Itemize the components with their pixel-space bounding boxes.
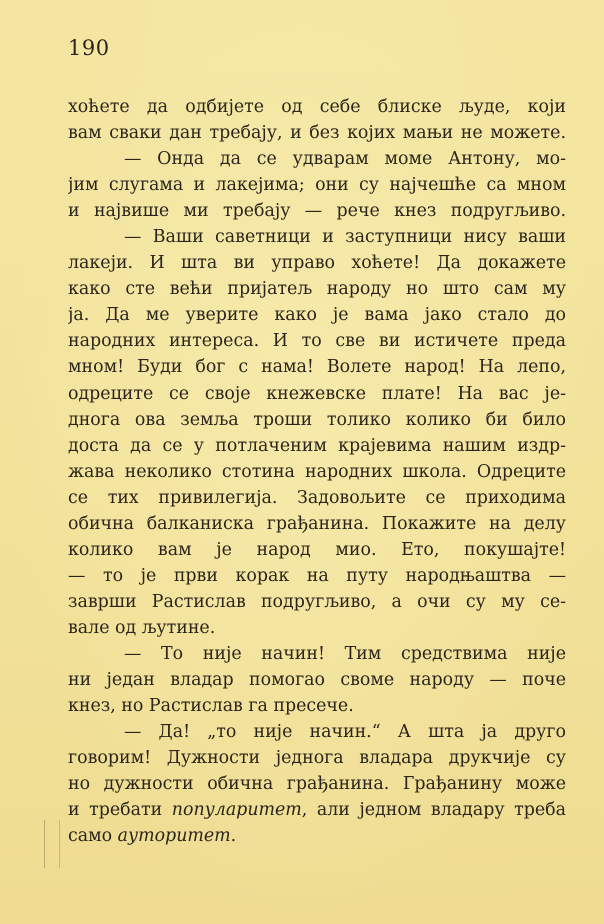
text-line: [68, 719, 566, 745]
text-run: — Онда да се удварам моме Антону, мо-: [124, 149, 566, 170]
text-line: [68, 589, 566, 615]
text-run: лакеји. И шта ви управо хоћете! Да докажете: [68, 253, 566, 274]
text-line: [68, 511, 566, 537]
text-run: одреците се своје кнежевске плате! На вас је-: [68, 383, 566, 404]
text-run: вале од љутине.: [68, 617, 216, 638]
text-run: хоћете да одбијете од себе блиске људе, који: [68, 97, 566, 117]
body-text: [68, 94, 566, 849]
text-run: — то је први корак на путу народњаштва —: [68, 565, 566, 586]
text-run: заврши Растислав подругљиво, а очи су му се-: [68, 591, 566, 612]
text-line: [68, 485, 566, 511]
text-line: [68, 537, 566, 563]
text-line: [68, 823, 566, 849]
text-line: [68, 172, 566, 198]
text-run: .: [230, 826, 237, 847]
text-line: [68, 250, 566, 276]
text-run: вам сваки дан требају, и без којих мањи не можете.: [68, 123, 566, 144]
text-run: колико вам је народ мио. Ето, покушајте!: [68, 539, 566, 560]
text-line: [68, 120, 566, 146]
text-run: и требати: [68, 800, 172, 821]
text-run: јим слугама и лакејима; они су најчешће са мном: [68, 175, 566, 196]
text-line: [68, 94, 566, 120]
text-run: народних интереса. И то све ви истичете преда: [68, 331, 566, 352]
italic-word: популаритет: [171, 800, 302, 821]
text-run: жава неколико стотина народних школа. Одреците: [68, 461, 566, 482]
text-run: ни један владар помогао своме народу — поче: [68, 670, 566, 691]
text-run: и највише ми требају — рече кнез подругљиво.: [68, 201, 566, 222]
italic-word: ауторитет: [117, 826, 231, 847]
text-line: [68, 433, 566, 459]
text-line: [68, 563, 566, 589]
text-line: [68, 224, 566, 250]
text-line: [68, 693, 566, 719]
text-line: [68, 745, 566, 771]
text-run: се тих привилегија. Задовољите се приходима: [68, 487, 566, 508]
text-run: само: [68, 826, 118, 847]
text-line: [68, 381, 566, 407]
text-run: говорим! Дужности једнога владара друкчије су: [68, 748, 566, 769]
text-line: [68, 641, 566, 667]
text-run: — То није начин! Тим средствима није: [124, 643, 566, 664]
text-line: [68, 198, 566, 224]
text-run: днога ова земља троши толико колико би било: [68, 409, 566, 430]
text-line: [68, 797, 566, 823]
page-number: 190: [68, 36, 110, 60]
text-line: [68, 328, 566, 354]
text-line: [68, 276, 566, 302]
margin-pencil-mark: [44, 820, 60, 868]
text-line: [68, 302, 566, 328]
text-line: [68, 615, 566, 641]
text-run: обична балканиска грађанина. Покажите на делу: [68, 513, 566, 534]
text-line: [68, 459, 566, 485]
text-line: [68, 146, 566, 172]
text-run: мном! Буди бог с нама! Волете народ! На лепо,: [68, 357, 566, 378]
text-line: [68, 407, 566, 433]
text-run: но дужности обична грађанина. Грађанину може: [68, 774, 566, 795]
text-run: доста да се у потлаченим крајевима нашим издр-: [68, 435, 566, 456]
text-run: , али једном владару треба: [301, 800, 566, 821]
text-line: [68, 771, 566, 797]
text-line: [68, 354, 566, 380]
text-run: кнез, но Растислав га пресече.: [68, 696, 354, 717]
text-line: [68, 667, 566, 693]
text-run: како сте већи пријатељ народу но што сам му: [68, 279, 566, 300]
text-run: — Да! „то није начин.“ А шта ја друго: [124, 722, 566, 743]
text-run: — Ваши саветници и заступници нису ваши: [124, 227, 566, 248]
text-run: ја. Да ме уверите како је вама јако стало до: [68, 305, 566, 326]
